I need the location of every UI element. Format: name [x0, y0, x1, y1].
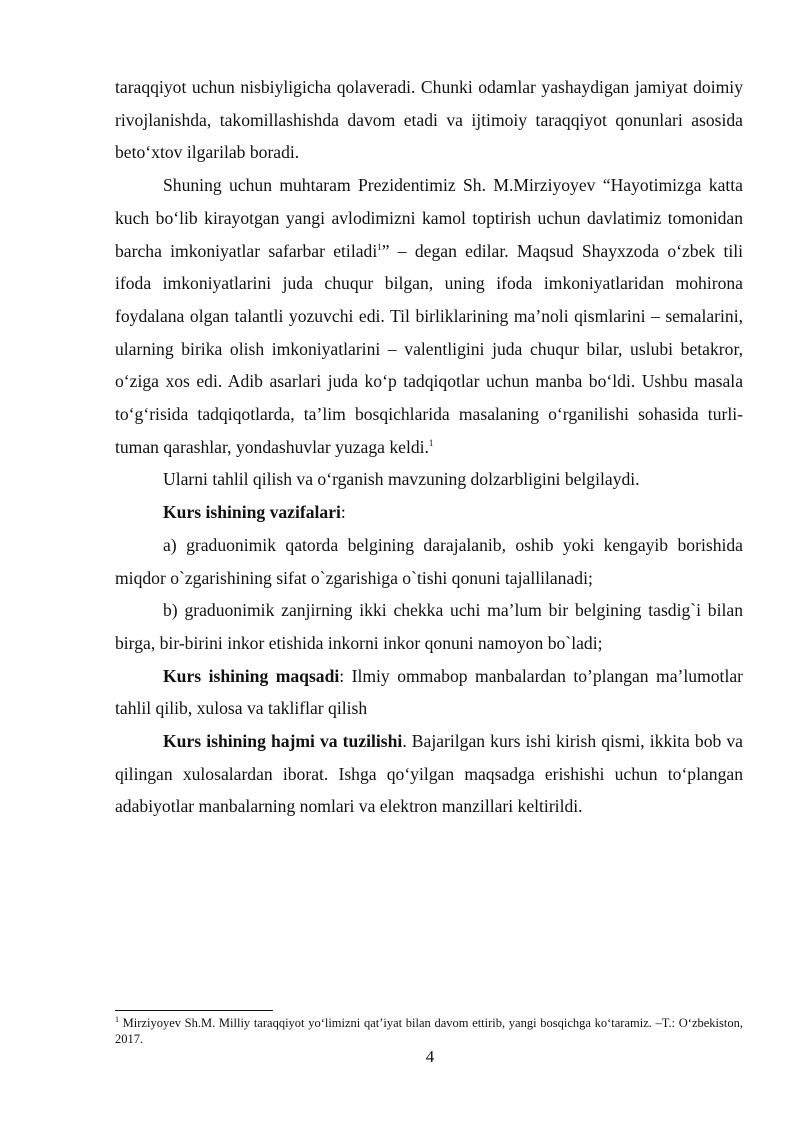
- paragraph-text: :: [340, 502, 346, 523]
- paragraph-text: Ularni tahlil qilish va o‘rganish mavzuning dolzarbligini belgilaydi.: [163, 469, 640, 490]
- paragraph: [115, 169, 743, 463]
- footnote-text: Mirziyoyev Sh.M. Milliy taraqqiyot yo‘limizni qat’iyat bilan davom ettirib, yangi bosqichga ko‘taramiz. –T.: O‘zbekiston, 2017.: [115, 1016, 743, 1046]
- section-heading: Kurs ishining maqsadi: [163, 665, 340, 686]
- footnote-separator: [115, 1010, 273, 1011]
- section-heading: Kurs ishining hajmi va tuzilishi: [163, 731, 403, 752]
- section-heading: Kurs ishining vazifalari: [163, 502, 341, 523]
- paragraph: [115, 660, 743, 725]
- footnote-reference[interactable]: 1: [428, 437, 434, 448]
- list-item-text: b) graduonimik zanjirning ikki chekka uchi ma’lum bir belgining tasdig`i bilan birga, bir-birini inkor etishida inkorni inkor qonuni namoyon bo`ladi;: [115, 600, 743, 653]
- list-item-text: a) graduonimik qatorda belgining darajalanib, oshib yoki kengayib borishida miqdor o`zgarishining sifat o`zgarishiga o`tishi qonuni tajallilanadi;: [115, 534, 743, 588]
- footnote-marker: 1: [115, 1014, 119, 1024]
- list-item: [115, 594, 743, 659]
- paragraph-text: . Bajarilgan kurs ishi kirish qismi, ikkita bob va qilingan xulosalardan iborat. Ishga qo‘yilgan maqsadga erishishi uchun to‘plangan adabiyotlar manbalarning nomlari va elektron manzillari keltirildi.: [115, 731, 743, 817]
- page-number: 4: [425, 1047, 435, 1066]
- paragraph-text: Shuning uchun muhtaram Prezidentimiz Sh. M.Mirziyoyev “Hayotimizga katta kuch bo‘lib kirayotgan yangi avlodimizni kamol toptirish uchun davlatimiz tomonidan barcha imkoniyatlar safarbar etiladi: [115, 175, 743, 261]
- list-item: [115, 529, 743, 594]
- paragraph: [115, 496, 743, 529]
- paragraph-text: : Ilmiy ommabop manbalardan to’plangan ma’lumotlar tahlil qilib, xulosa va takliflar qilish: [115, 665, 743, 719]
- footnote: [115, 1015, 743, 1047]
- paragraph-text: ” – degan edilar. Maqsud Shayxzoda o‘zbek tili ifoda imkoniyatlarini juda chuqur bilgan, uning ifoda imkoniyatlaridan mohirona foydalana olgan talantli yozuvchi edi. Til birliklarining ma’noli qismlarini – semalarini, ularning birika olish imkoniyatlarini – valentligini juda chuqur bilar, uslubi betakror, o‘ziga xos edi. Adib asarlari juda ko‘p tadqiqotlar uchun manba bo‘ldi. Ushbu masala to‘g‘risida tadqiqotlarda, ta’lim bosqichlarida masalaning o‘rganilishi sohasida turli-tuman qarashlar, yondashuvlar yuzaga keldi.: [115, 240, 744, 457]
- paragraph: [115, 71, 743, 169]
- paragraph: [115, 463, 743, 496]
- footnote-reference[interactable]: 1: [377, 241, 382, 252]
- paragraph-text: taraqqiyot uchun nisbiyligicha qolaveradi. Chunki odamlar yashaydigan jamiyat doimiy rivojlanishda, takomillashishda davom etadi va ijtimoiy taraqqiyot qonunlari asosida beto‘xtov ilgarilab boradi.: [115, 77, 743, 163]
- paragraph: [115, 725, 743, 823]
- body-text: [115, 71, 743, 823]
